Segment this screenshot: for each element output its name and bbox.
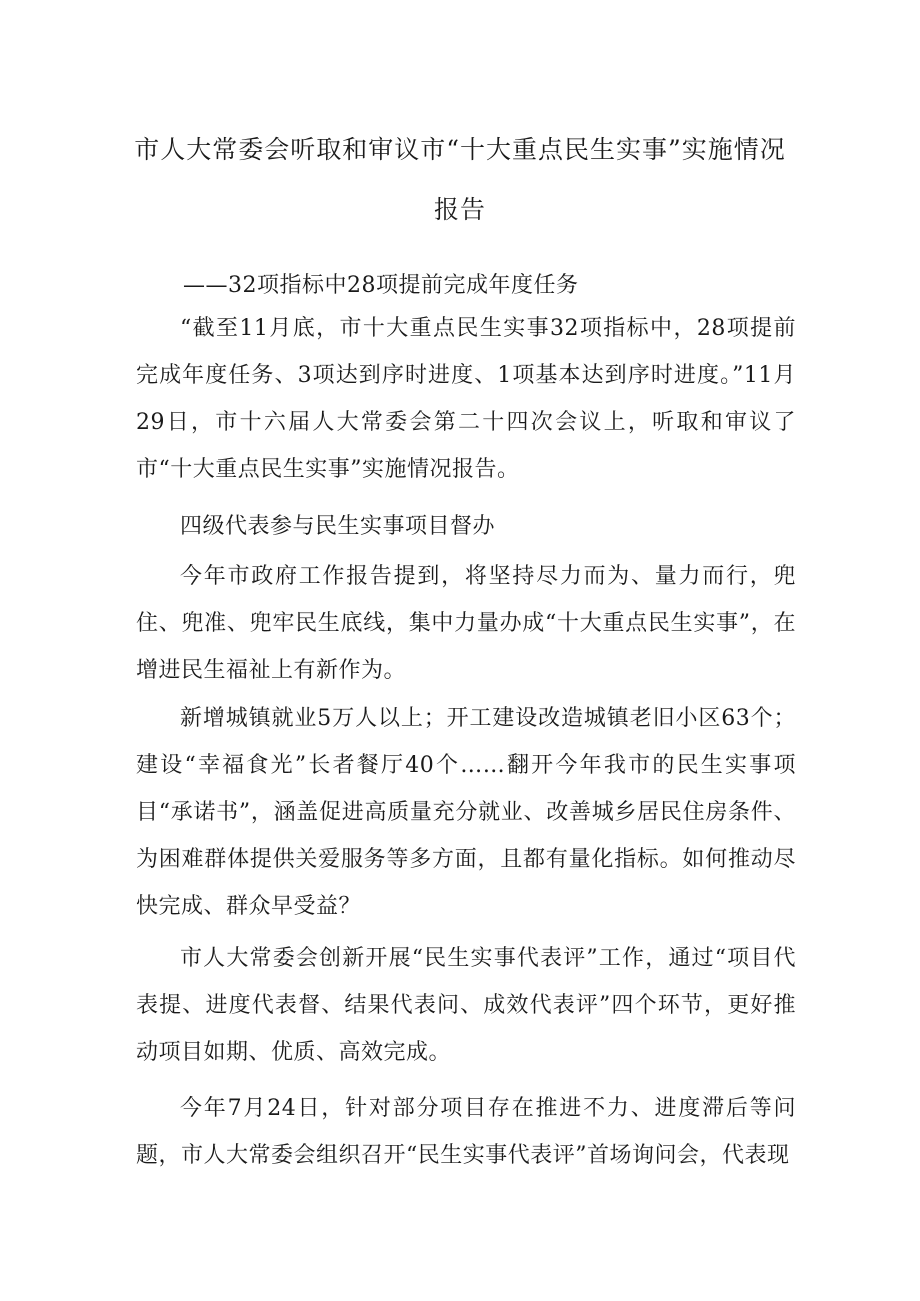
paragraph-4: 市人大常委会创新开展“民生实事代表评”工作，通过“项目代表提、进度代表督、结果代表问、成效代表评”四个环节，更好推动项目如期、优质、高效完成。 [136,946,796,1065]
document-title-line1: 市人大常委会听取和审议市“十大重点民生实事”实施情况 [134,135,786,164]
paragraph-5: 今年7月24日，针对部分项目存在推进不力、进度滞后等问题，市人大常委会组织召开“民生实事代表评”首场询问会，代表现 [136,1096,796,1168]
document-title-line2: 报告 [433,195,486,224]
paragraph-3: 新增城镇就业5万人以上；开工建设改造城镇老旧小区63个；建设“幸福食光”长者餐厅40个……翻开今年我市的民生实事项目“承诺书”，涵盖促进高质量充分就业、改善城乡居民住房条件、为困难群体提供关爱服务等多方面，且都有量化指标。如何推动尽快完成、群众早受益？ [136,706,796,919]
paragraph-2: 今年市政府工作报告提到，将坚持尽力而为、量力而行，兜住、兜准、兜牢民生底线，集中力量办成“十大重点民生实事”，在增进民生福祉上有新作为。 [136,564,796,683]
document-subtitle: ——32项指标中28项提前完成年度任务 [183,273,579,298]
section-heading: 四级代表参与民生实事项目督办 [180,514,496,539]
paragraph-1: “截至11月底，市十大重点民生实事32项指标中，28项提前完成年度任务、3项达到序时进度、1项基本达到序时进度。”11月29日，市十六届人大常委会第二十四次会议上，听取和审议了市“十大重点民生实事”实施情况报告。 [136,316,796,482]
